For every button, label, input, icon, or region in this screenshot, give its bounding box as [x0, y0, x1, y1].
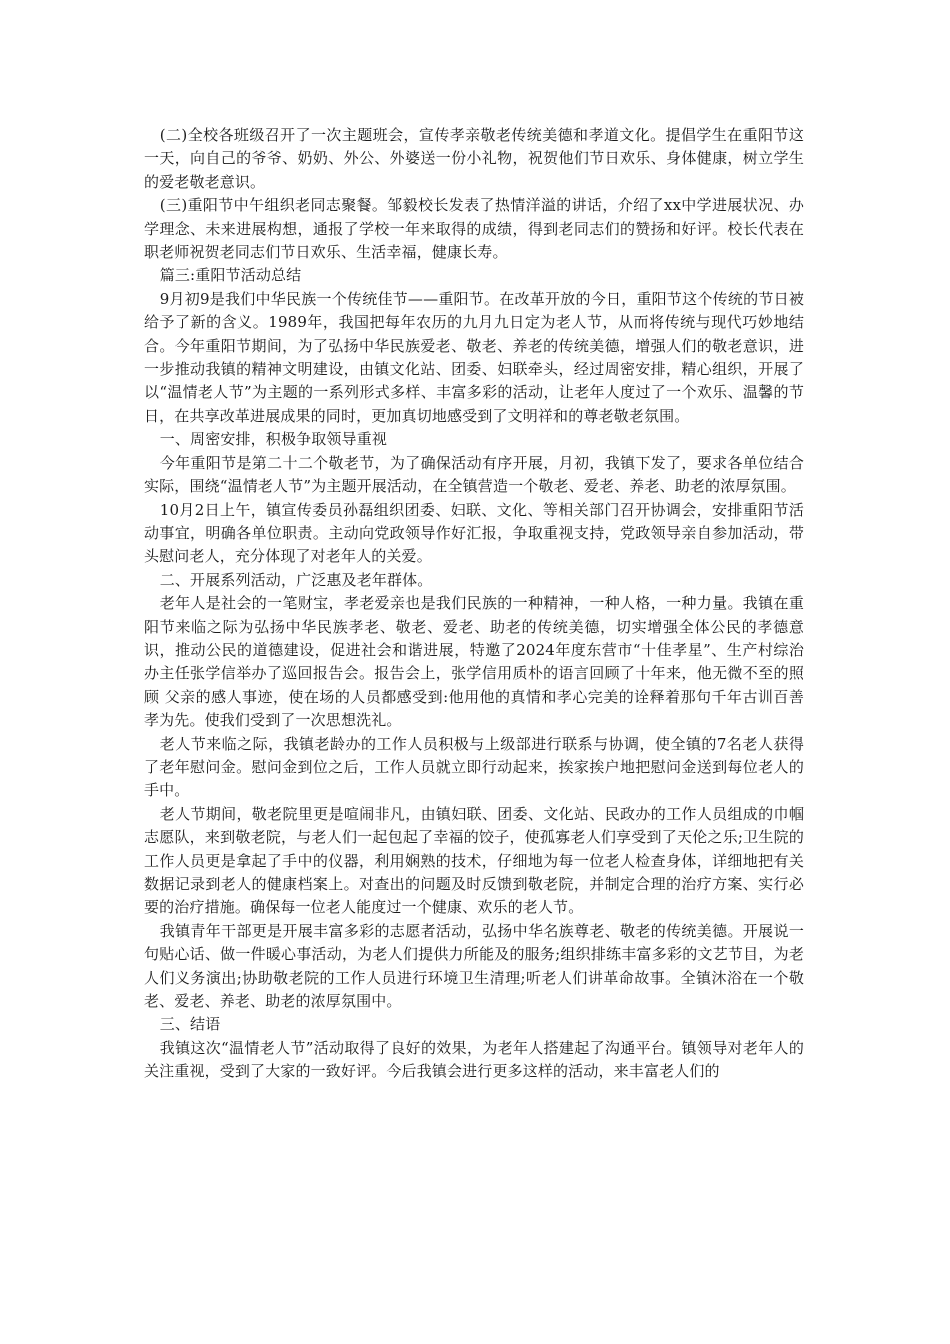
paragraph-class-meeting: (二)全校各班级召开了一次主题班会，宣传孝亲敬老传统美德和孝道文化。提倡学生在重阳节这一天，向自己的爷爷、奶奶、外公、外婆送一份小礼物，祝贺他们节日欢乐、身体健康，树立学生的爱老敬老意识。 [144, 126, 804, 191]
paragraph-planning-2: 10月2日上午，镇宣传委员孙磊组织团委、妇联、文化、等相关部门召开协调会，安排重阳节活动事宜，明确各单位职责。主动向党政领导作好汇报，争取重视支持，党政领导亲自参加活动，带头慰问老人，充分体现了对老年人的关爱。 [144, 500, 804, 566]
paragraph-conclusion: 我镇这次“温情老人节”活动取得了良好的效果，为老年人搭建起了沟通平台。镇领导对老年人的关注重视，受到了大家的一致好评。今后我镇会进行更多这样的活动，来丰富老人们的 [144, 1038, 804, 1081]
paragraph-luncheon: (三)重阳节中午组织老同志聚餐。邹毅校长发表了热情洋溢的讲话，介绍了xx中学进展状况、办学理念、未来进展构想，通报了学校一年来取得的成绩，得到老同志们的赞扬和好评。校长代表在职老师祝贺老同志们节日欢乐、生活幸福，健康长寿。 [144, 196, 804, 262]
paragraph-activities-3: 老人节期间，敬老院里更是喧闹非凡，由镇妇联、团委、文化站、民政办的工作人员组成的巾帼志愿队，来到敬老院，与老人们一起包起了幸福的饺子，使孤寡老人们享受到了天伦之乐;卫生院的工作人员更是拿起了手中的仪器，利用娴熟的技术，仔细地为每一位老人检查身体，详细地把有关数据记录到老人的健康档案上。对查出的问题及时反馈到敬老院，并制定合理的治疗方案、实行必要的治疗措施。确保每一位老人能度过一个健康、欢乐的老人节。 [144, 804, 804, 917]
paragraph-activities-1: 老年人是社会的一笔财宝，孝老爱亲也是我们民族的一种精神，一种人格，一种力量。我镇在重阳节来临之际为弘扬中华民族孝老、敬老、爱老、助老的传统美德，切实增强全体公民的孝德意识，推动公民的道德建设，促进社会和谐进展，特邀了2024年度东营市“十佳孝星”、生产村综治办主任张学信举办了巡回报告会。报告会上，张学信用质朴的语言回顾了十年来，他无微不至的照顾 父亲的感人事迹，使在场的人员都感受到:他用他的真情和孝心完美的诠释着那句千年古训百善孝为先。使我们受到了一次思想洗礼。 [144, 594, 804, 730]
paragraph-activities-4: 我镇青年干部更是开展丰富多彩的志愿者活动，弘扬中华名族尊老、敬老的传统美德。开展说一句贴心话、做一件暖心事活动，为老人们提供力所能及的服务;组织排练丰富多彩的文艺节目，为老人们义务演出;协助敬老院的工作人员进行环境卫生清理;听老人们讲革命故事。全镇沐浴在一个敬老、爱老、养老、助老的浓厚氛围中。 [144, 921, 804, 1011]
heading-conclusion: 三、结语 [159, 1015, 221, 1034]
paragraph-planning-1: 今年重阳节是第二十二个敬老节，为了确保活动有序开展，月初，我镇下发了，要求各单位结合实际，围绕“温情老人节”为主题开展活动，在全镇营造一个敬老、爱老、养老、助老的浓厚氛围。 [144, 453, 804, 496]
paragraph-intro: 9月初9是我们中华民族一个传统佳节——重阳节。在改革开放的今日，重阳节这个传统的节日被给予了新的含义。1989年，我国把每年农历的九月九日定为老人节，从而将传统与现代巧妙地结合。今年重阳节期间，为了弘扬中华民族爱老、敬老、养老的传统美德，增强人们的敬老意识，进一步推动我镇的精神文明建设，由镇文化站、团委、妇联牵头，经过周密安排，精心组织，开展了以“温情老人节”为主题的一系列形式多样、丰富多彩的活动，让老年人度过了一个欢乐、温馨的节日，在共享改革进展成果的同时，更加真切地感受到了文明祥和的尊老敬老氛围。 [144, 289, 804, 425]
heading-planning: 一、周密安排，积极争取领导重视 [159, 430, 388, 449]
heading-activities: 二、开展系列活动，广泛惠及老年群体。 [159, 570, 433, 589]
section-title-part-three: 篇三:重阳节活动总结 [159, 266, 302, 285]
paragraph-activities-2: 老人节来临之际，我镇老龄办的工作人员积极与上级部进行联系与协调，使全镇的7名老人获得了老年慰问金。慰问金到位之后，工作人员就立即行动起来，挨家挨户地把慰问金送到每位老人的手中。 [144, 734, 804, 800]
document-body [144, 124, 804, 1084]
